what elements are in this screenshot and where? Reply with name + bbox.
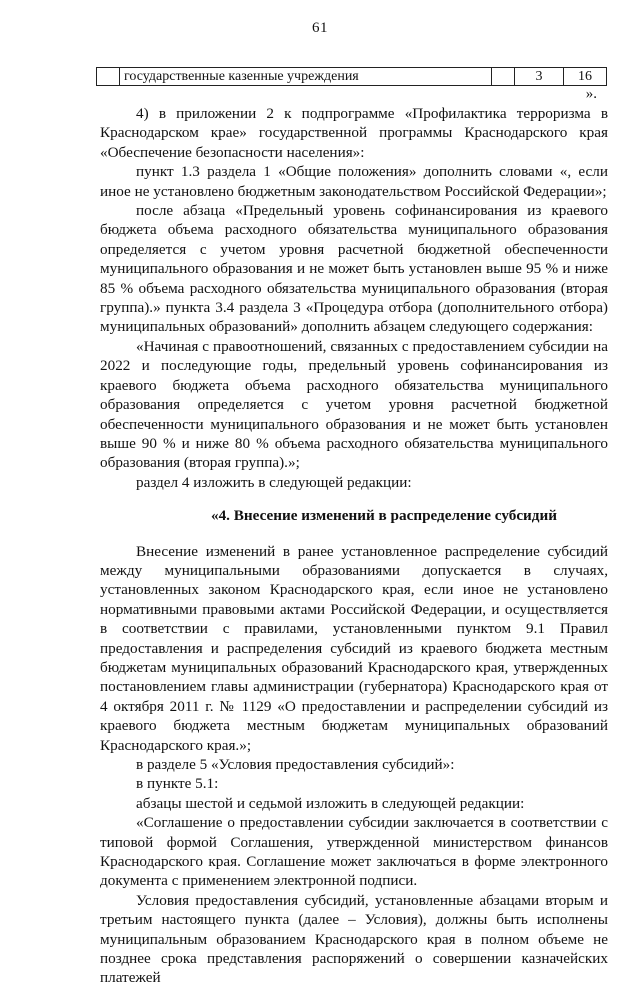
body-text bbox=[100, 104, 608, 988]
paragraph: Внесение изменений в ранее установленное распределение субсидий между муниципальными образованиями допускается в случаях, установленных законом Краснодарского края, если иное не установлено нормативными правовыми актами Российской Федерации, и осуществляется в соответствии с правилами, установленными пунктом 9.1 Правил предоставления и распределения субсидий из краевого бюджета местным бюджетам муниципальных образований Краснодарского края, утвержденных постановлением главы администрации (губернатора) Краснодарского края от 4 октября 2011 г. № 1129 «О предоставлении и распределении субсидий из краевого бюджета местным бюджетам муниципальных образований Краснодарского края.»; bbox=[100, 542, 608, 754]
paragraph: абзацы шестой и седьмой изложить в следующей редакции: bbox=[136, 794, 525, 812]
table-cell-value: 3 bbox=[515, 68, 564, 86]
table-cell-value: 16 bbox=[564, 68, 607, 86]
paragraph: Условия предоставления субсидий, установленные абзацами вторым и третьим настоящего пункта (далее – Условия), должны быть исполнены муниципальным образованием Краснодарского края в полном объеме не позднее срока представления распоряжений о совершении казначейских платежей bbox=[100, 891, 608, 987]
paragraph: раздел 4 изложить в следующей редакции: bbox=[136, 473, 412, 491]
table-cell-empty bbox=[492, 68, 515, 86]
paragraph: пункт 1.3 раздела 1 «Общие положения» дополнить словами «, если иное не установлено бюджетным законодательством Российской Федерации»; bbox=[100, 163, 608, 200]
paragraph: после абзаца «Предельный уровень софинансирования из краевого бюджета объема расходного обязательства муниципального образования определяется с учетом уровня расчетной бюджетной обеспеченности муниципального образования и не может быть установлен выше 95 % и ниже 85 % объема расходного обязательства муниципального образования (вторая группа).» пункта 3.4 раздела 3 «Процедура отбора (дополнительного отбора) муниципальных образований» дополнить абзацем следующего содержания: bbox=[100, 202, 608, 336]
section-heading: «4. Внесение изменений в распределение субсидий bbox=[210, 507, 557, 525]
paragraph: в пункте 5.1: bbox=[136, 775, 219, 793]
continued-table bbox=[96, 67, 607, 86]
table-cell-empty bbox=[97, 68, 120, 86]
table-row bbox=[97, 68, 607, 86]
paragraph: «Начиная с правоотношений, связанных с предоставлением субсидии на 2022 и последующие годы, предельный уровень софинансирования из краевого бюджета объема расходного обязательства муниципального образования определяется с учетом уровня расчетной бюджетной обеспеченности муниципального образования и не может быть установлен выше 90 % и ниже 80 % объема расходного обязательства муниципального образования (вторая группа).»; bbox=[100, 337, 608, 472]
paragraph: «Соглашение о предоставлении субсидии заключается в соответствии с типовой формой Соглашения, утвержденной министерством финансов Краснодарского края. Соглашение может заключаться в форме электронного документа с применением электронной подписи. bbox=[100, 814, 608, 890]
table-cell-label: государственные казенные учреждения bbox=[120, 68, 492, 86]
paragraph: 4) в приложении 2 к подпрограмме «Профилактика терроризма в Краснодарском крае» государственной программы Краснодарского края «Обеспечение безопасности населения»: bbox=[100, 105, 608, 161]
table-closing-quote: ». bbox=[585, 86, 597, 102]
page-number: 61 bbox=[312, 20, 328, 36]
paragraph: в разделе 5 «Условия предоставления субсидий»: bbox=[136, 756, 455, 773]
